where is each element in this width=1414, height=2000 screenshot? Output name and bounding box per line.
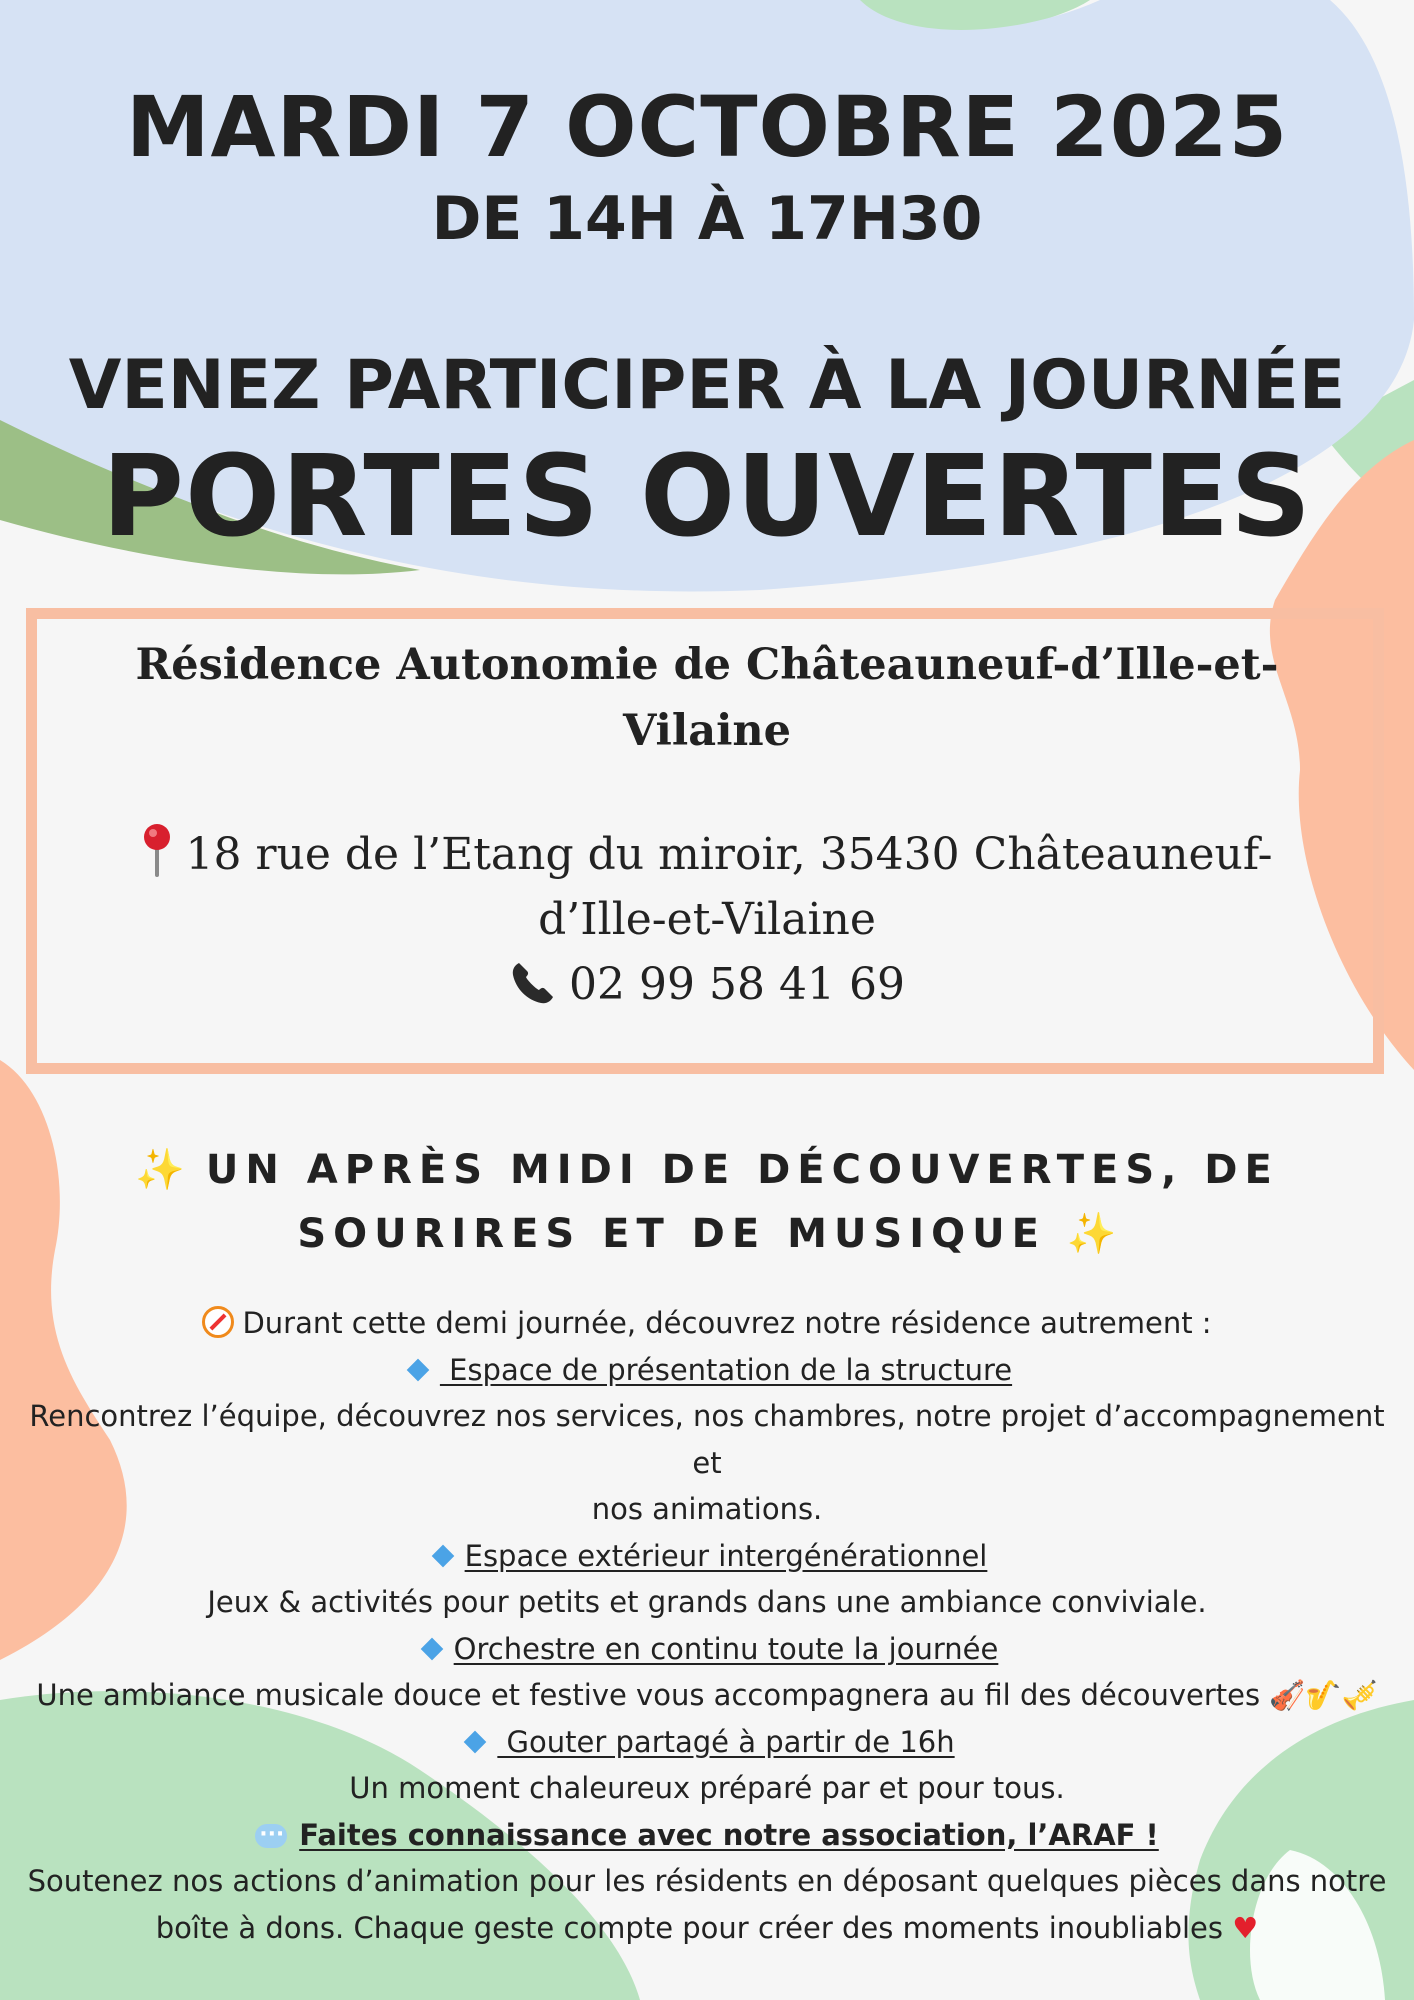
orchestra-desc: Une ambiance musicale douce et festive vous accompagnera au fil des découvertes (36, 1678, 1261, 1712)
music-instruments-icon: 🎻🎷🎺 (1269, 1678, 1378, 1712)
item-title-presentation: Espace de présentation de la structure (439, 1352, 1013, 1387)
blue-diamond-icon (431, 1544, 454, 1567)
program-intro: Durant cette demi journée, découvrez notre résidence autrement : (242, 1306, 1212, 1340)
program-item-desc (24, 1672, 1390, 1719)
address-line2: d’Ille-et-Vilaine (538, 894, 876, 945)
residence-name-line2: Vilaine (622, 706, 792, 756)
program-item-desc: Rencontrez l’équipe, découvrez nos services, nos chambres, notre projet d’accompagnement et (29, 1399, 1385, 1480)
event-date: MARDI 7 OCTOBRE 2025 (125, 78, 1289, 176)
program-item-desc: Un moment chaleureux préparé par et pour tous. (349, 1771, 1065, 1805)
program-item-desc: Jeux & activités pour petits et grands dans une ambiance conviviale. (207, 1585, 1207, 1619)
subtitle-line2: SOURIRES ET DE MUSIQUE (297, 1211, 1046, 1257)
blue-diamond-icon (464, 1730, 487, 1753)
event-title: PORTES OUVERTES (101, 432, 1313, 562)
program-intro-line (24, 1300, 1390, 1347)
speech-bubble-icon (255, 1824, 287, 1848)
section-subtitle (100, 1138, 1314, 1266)
association-desc: Soutenez nos actions d’animation pour les résidents en déposant quelques pièces dans notre (27, 1864, 1387, 1898)
association-desc-end (24, 1905, 1390, 1952)
program-item-title (24, 1626, 1390, 1673)
program-item-title (24, 1719, 1390, 1766)
subtitle-line1: UN APRÈS MIDI DE DÉCOUVERTES, DE (205, 1147, 1279, 1193)
program-item-desc: nos animations. (591, 1492, 823, 1526)
residence-name-line1: Résidence Autonomie de Châteauneuf-d’Ille-et- (135, 640, 1279, 690)
telephone-icon (509, 959, 557, 1007)
heart-icon: ♥ (1232, 1910, 1259, 1945)
compass-icon (202, 1306, 234, 1338)
association-title: Faites connaissance avec notre association, l’ARAF ! (299, 1817, 1159, 1852)
item-title-exterior: Espace extérieur intergénérationnel (464, 1538, 988, 1573)
residence-name (120, 632, 1294, 764)
event-time: DE 14H À 17H30 (431, 184, 983, 254)
phone-number: 02 99 58 41 69 (569, 959, 905, 1010)
program-item-title (24, 1533, 1390, 1580)
round-pushpin-icon (142, 823, 172, 879)
blue-diamond-icon (420, 1637, 443, 1660)
invite-heading: VENEZ PARTICIPER À LA JOURNÉE (68, 346, 1346, 425)
sparkles-icon: ✨ (1066, 1211, 1117, 1257)
association-title-line (24, 1812, 1390, 1859)
association-desc-2: boîte à dons. Chaque geste compte pour créer des moments inoubliables (155, 1910, 1224, 1945)
item-title-orchestra: Orchestre en continu toute la journée (453, 1631, 999, 1666)
sparkles-icon: ✨ (135, 1147, 185, 1193)
program-section (24, 1300, 1390, 1951)
address-block (100, 822, 1314, 1017)
blue-diamond-icon (407, 1358, 430, 1381)
address-line1: 18 rue de l’Etang du miroir, 35430 Châteauneuf- (185, 829, 1273, 880)
program-item-title (24, 1347, 1390, 1394)
item-title-gouter: Gouter partagé à partir de 16h (497, 1724, 955, 1759)
